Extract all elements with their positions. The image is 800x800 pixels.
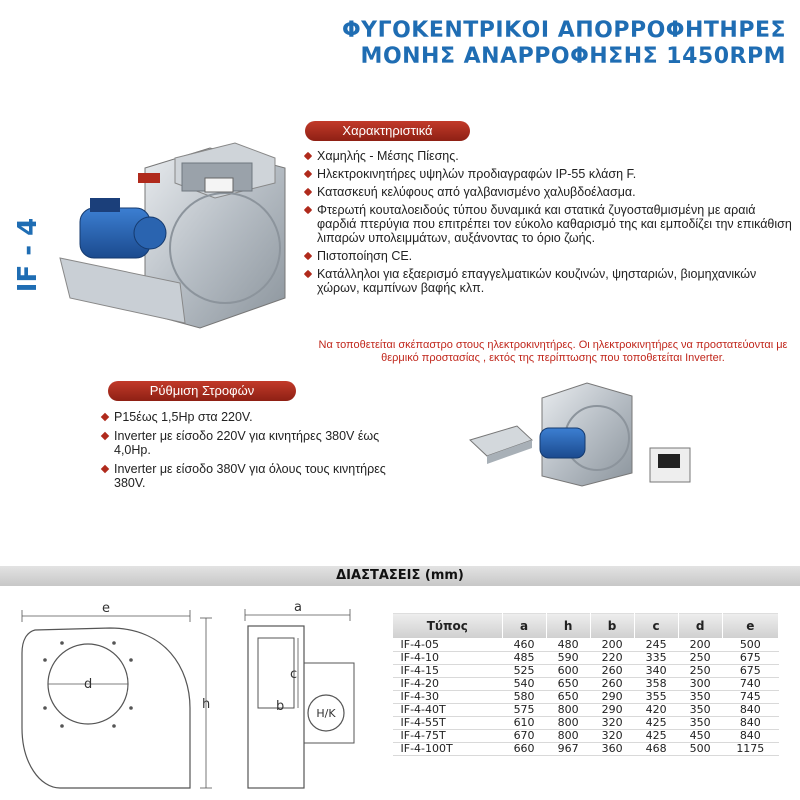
table-cell: 500 <box>678 743 722 756</box>
table-cell: 650 <box>546 691 590 704</box>
table-cell: 250 <box>678 665 722 678</box>
table-cell: 660 <box>502 743 546 756</box>
table-cell: 580 <box>502 691 546 704</box>
table-cell: 800 <box>546 730 590 743</box>
table-cell: 200 <box>678 639 722 652</box>
dimensions-title: ΔΙΑΣΤΑΣΕΙΣ (mm) <box>336 568 464 583</box>
table-cell: 250 <box>678 652 722 665</box>
table-cell: 260 <box>590 665 634 678</box>
table-cell: IF-4-55T <box>393 717 503 730</box>
table-cell: IF-4-15 <box>393 665 503 678</box>
speed-control-heading: Ρύθμιση Στροφών <box>108 381 296 401</box>
table-cell: 355 <box>634 691 678 704</box>
table-cell: 840 <box>722 717 778 730</box>
table-cell: 320 <box>590 730 634 743</box>
table-cell: 600 <box>546 665 590 678</box>
column-header: h <box>546 613 590 639</box>
table-cell: 350 <box>678 717 722 730</box>
table-cell: 480 <box>546 639 590 652</box>
table-cell: 745 <box>722 691 778 704</box>
table-cell: 800 <box>546 717 590 730</box>
dimensions-table <box>392 612 779 756</box>
table-cell: 485 <box>502 652 546 665</box>
fan-product-image <box>50 138 300 343</box>
label-a: a <box>294 600 302 615</box>
table-cell: 300 <box>678 678 722 691</box>
table-cell: 675 <box>722 652 778 665</box>
list-item: Κατάλληλοι για εξαερισμό επαγγελματικών κουζινών, ψησταριών, βιομηχανικών χώρων, καμπίνων βαφής κλπ. <box>303 267 793 295</box>
fan-housing-outline <box>22 628 190 788</box>
table-cell: 420 <box>634 704 678 717</box>
table-cell: IF-4-10 <box>393 652 503 665</box>
fan-with-accessories-image <box>462 378 702 488</box>
table-row <box>393 639 779 652</box>
table-cell: 800 <box>546 704 590 717</box>
table-row <box>393 743 779 756</box>
table-cell: 670 <box>502 730 546 743</box>
table-cell: 290 <box>590 691 634 704</box>
table-cell: 575 <box>502 704 546 717</box>
table-cell: 1175 <box>722 743 778 756</box>
column-header: b <box>590 613 634 639</box>
table-cell: 590 <box>546 652 590 665</box>
list-item: Inverter με είσοδο 380V για όλους τους κινητήρες 380V. <box>100 462 400 490</box>
features-list <box>303 149 793 299</box>
label-b: b <box>276 699 285 714</box>
table-cell: 675 <box>722 665 778 678</box>
table-row <box>393 730 779 743</box>
label-e: e <box>102 601 110 616</box>
table-cell: 500 <box>722 639 778 652</box>
installation-note: Να τοποθετείται σκέπαστρο στους ηλεκτροκινητήρες. Οι ηλεκτροκινητήρες να προστατεύονται με θερμικό προστασίας , εκτός της περίπτωσης που τοποθετείται Inverter. <box>318 339 788 364</box>
table-cell: 967 <box>546 743 590 756</box>
table-cell: IF-4-100T <box>393 743 503 756</box>
table-cell: 245 <box>634 639 678 652</box>
list-item: Χαμηλής - Μέσης Πίεσης. <box>303 149 793 163</box>
list-item: Φτερωτή κουταλοειδούς τύπου δυναμικά και στατικά ζυγοσταθμισμένη με αραιά φαρδιά πτερύγια που επιτρέπει τον εύκολο καθαρισμό της και εμποδίζει την επικάθιση λιπαρών υπολειμμάτων, αυξάνοντας το όριο ζωής. <box>303 203 793 245</box>
table-row <box>393 678 779 691</box>
table-header-row <box>393 613 779 639</box>
list-item: Inverter με είσοδο 220V για κινητήρες 380V έως 4,0Hp. <box>100 429 400 457</box>
list-item: Κατασκευή κελύφους από γαλβανισμένο χαλυβδοέλασμα. <box>303 185 793 199</box>
table-row <box>393 717 779 730</box>
table-cell: 650 <box>546 678 590 691</box>
table-cell: 350 <box>678 704 722 717</box>
table-cell: 525 <box>502 665 546 678</box>
table-cell: IF-4-75T <box>393 730 503 743</box>
table-row <box>393 704 779 717</box>
table-cell: 425 <box>634 717 678 730</box>
label-h: h <box>202 697 211 712</box>
table-row <box>393 691 779 704</box>
table-cell: 200 <box>590 639 634 652</box>
list-item: Πιστοποίηση CE. <box>303 249 793 263</box>
column-header: d <box>678 613 722 639</box>
list-item: Ηλεκτροκινητήρες υψηλών προδιαγραφών IP-55 κλάση F. <box>303 167 793 181</box>
table-row <box>393 652 779 665</box>
table-cell: 335 <box>634 652 678 665</box>
title-line-2: ΜΟΝΗΣ ΑΝΑΡΡΟΦΗΣΗΣ 1450RPM <box>360 44 786 69</box>
table-cell: 840 <box>722 704 778 717</box>
table-cell: 540 <box>502 678 546 691</box>
table-cell: 220 <box>590 652 634 665</box>
table-row <box>393 665 779 678</box>
table-cell: 260 <box>590 678 634 691</box>
table-cell: 468 <box>634 743 678 756</box>
page-title <box>342 18 786 70</box>
table-cell: 290 <box>590 704 634 717</box>
table-cell: IF-4-40T <box>393 704 503 717</box>
speed-control-list <box>100 410 400 495</box>
title-line-1: ΦΥΓΟΚΕΝΤΡΙΚΟΙ ΑΠΟΡΡΟΦΗΤΗΡΕΣ <box>341 18 786 43</box>
column-header: a <box>502 613 546 639</box>
table-cell: 350 <box>678 691 722 704</box>
table-cell: 740 <box>722 678 778 691</box>
table-cell: IF-4-20 <box>393 678 503 691</box>
table-cell: IF-4-30 <box>393 691 503 704</box>
features-heading: Χαρακτηριστικά <box>305 121 470 141</box>
dimension-drawing <box>0 588 390 800</box>
model-label-text: IF - 4 <box>13 217 43 293</box>
table-cell: 360 <box>590 743 634 756</box>
table-cell: 450 <box>678 730 722 743</box>
table-cell: IF-4-05 <box>393 639 503 652</box>
table-cell: 358 <box>634 678 678 691</box>
label-d: d <box>84 677 93 692</box>
list-item: P15έως 1,5Hp στα 220V. <box>100 410 400 424</box>
column-header: e <box>722 613 778 639</box>
column-header: Τύπος <box>393 613 503 639</box>
label-c: c <box>290 667 298 682</box>
table-cell: 460 <box>502 639 546 652</box>
table-cell: 340 <box>634 665 678 678</box>
table-cell: 610 <box>502 717 546 730</box>
table-cell: 320 <box>590 717 634 730</box>
table-cell: 425 <box>634 730 678 743</box>
model-side-label <box>8 200 48 310</box>
column-header: c <box>634 613 678 639</box>
label-motor: H/K <box>316 707 336 720</box>
table-cell: 840 <box>722 730 778 743</box>
